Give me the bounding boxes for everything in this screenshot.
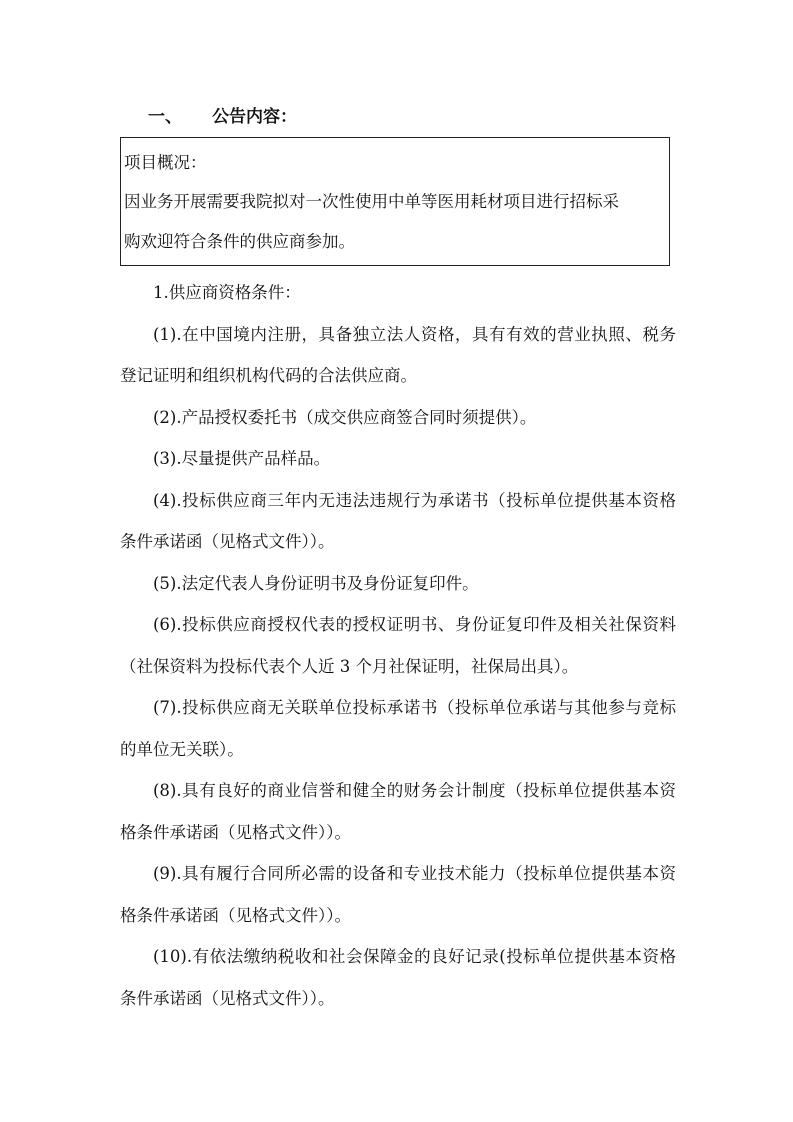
- qualification-item-5: (5).法定代表人身份证明书及身份证复印件。: [153, 573, 479, 593]
- section-number: 一、: [148, 107, 182, 127]
- qualification-item-9: (9).具有履行合同所必需的设备和专业技术能力（投标单位提供基本资格条件承诺函（见格式文件））。: [120, 864, 676, 925]
- section-heading: [148, 104, 297, 130]
- qualification-item-1: (1).在中国境内注册，具备独立法人资格，具有有效的营业执照、税务登记证明和组织机构代码的合法供应商。: [120, 324, 676, 385]
- qualification-item-3: (3).尽量提供产品样品。: [153, 449, 331, 468]
- qualifications-section: [120, 272, 676, 1019]
- section-title: 公告内容：: [212, 107, 297, 127]
- qualification-item-7: (7).投标供应商无关联单位投标承诺书（投标单位承诺与其他参与竞标的单位无关联）。: [120, 698, 676, 759]
- qualifications-heading: 1.供应商资格条件：: [153, 283, 301, 302]
- project-overview-box: [120, 137, 670, 266]
- qualification-item-8: (8).具有良好的商业信誉和健全的财务会计制度（投标单位提供基本资格条件承诺函（见格式文件））。: [120, 781, 676, 842]
- overview-text-line-2: 购欢迎符合条件的供应商参加。: [124, 232, 355, 251]
- qualification-item-10: (10).有依法缴纳税收和社会保障金的良好记录(投标单位提供基本资格条件承诺函（见格式文件））。: [120, 947, 676, 1008]
- qualification-item-2: (2).产品授权委托书（成交供应商签合同时须提供）。: [153, 407, 537, 427]
- overview-label: 项目概况：: [124, 153, 207, 172]
- overview-text-line-1: 因业务开展需要我院拟对一次性使用中单等医用耗材项目进行招标采: [124, 192, 619, 211]
- qualification-item-4: (4).投标供应商三年内无违法违规行为承诺书（投标单位提供基本资格条件承诺函（见格式文件））。: [120, 490, 676, 551]
- qualification-item-6: (6).投标供应商授权代表的授权证明书、身份证复印件及相关社保资料（社保资料为投标代表个人近 3 个月社保证明，社保局出具）。: [120, 615, 676, 676]
